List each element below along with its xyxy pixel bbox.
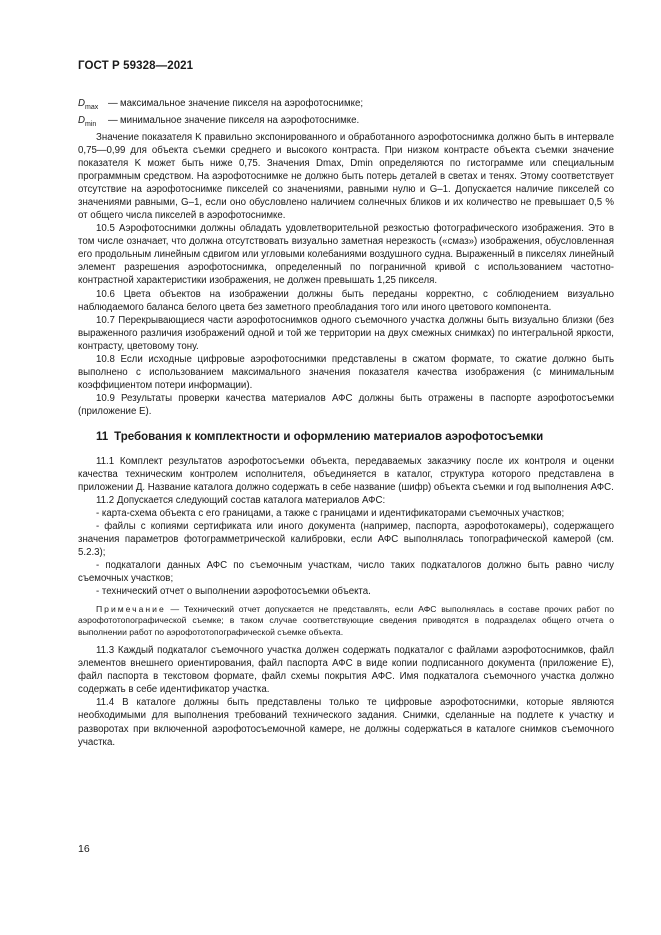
paragraph-11-3: 11.3 Каждый подкаталог съемочного участка должен содержать подкаталог с файлами аэрофотоснимков, файл элементов внешнего ориентирования, файл паспорта АФС в виде копии подписанного документа (приложение Е), файл паспорта в текстовом формате, файл схемы покрытия АФС. Имя подкаталога съемочного участка должно содержать в себе идентификатор участка. bbox=[78, 645, 614, 696]
paragraph-10-9: 10.9 Результаты проверки качества материалов АФС должны быть отражены в паспорте аэрофотосъемки (приложение Е). bbox=[78, 392, 614, 417]
paragraph-11-4: 11.4 В каталоге должны быть представлены только те цифровые аэрофотоснимки, которые являются необходимыми для выполнения требований технического задания. Снимки, сделанные на подлете к участку и разворотах при включенной аэрофотосъемочной камере, не должны содержаться в каталоге снимков съемочного участка. bbox=[78, 697, 614, 748]
paragraph-10-5: 10.5 Аэрофотоснимки должны обладать удовлетворительной резкостью фотографического изображения. Это в том числе означает, что должна отсутствовать визуально заметная нерезкость («смаз») изображения, обусловленная его продольным линейным сдвигом или угловыми колебаниями воздушного судна. Выраженный в пикселях линейный элемент разрешения аэрофотоснимка, определенный по пограничной кривой с использованием частотно-контрастной характеристики изображения, не должен превышать 1,25 пикселя. bbox=[78, 223, 614, 287]
definition-symbol: $D_{min}$ bbox=[78, 114, 97, 128]
definition-text: максимальное значение пикселя на аэрофотоснимке; bbox=[120, 98, 364, 109]
definition-symbol: $D_{max}$ bbox=[78, 98, 99, 111]
definition-dash: — bbox=[108, 114, 118, 126]
paragraph-11-2: 11.2 Допускается следующий состав каталога материалов АФС: bbox=[96, 494, 386, 506]
standard-header: ГОСТ Р 59328—2021 bbox=[78, 60, 194, 72]
page-number: 16 bbox=[78, 843, 90, 855]
list-item: - карта-схема объекта с его границами, а также с границами и идентификаторами съемочных участков; bbox=[96, 507, 565, 519]
definition-dash: — bbox=[108, 98, 118, 109]
paragraph-10-7: 10.7 Перекрывающиеся части аэрофотоснимков одного съемочного участка должны быть визуально близки (без выраженного различия изображений одной и той же территории на двух смежных снимках) по интегральной яркости, контрасту, цветовому тону. bbox=[78, 314, 614, 352]
definition-row bbox=[78, 97, 614, 114]
definition-row bbox=[78, 114, 614, 131]
definition-text: минимальное значение пикселя на аэрофотоснимке. bbox=[120, 114, 360, 126]
note-text: — Технический отчет допускается не представлять, если АФС выполнялась в составе прочих работ по аэрофототопографической съемке; в таком случае соответствующие сведения приводятся в подразделах общего отчета о выполнении работ по аэрофототопографической съемке объекта. bbox=[78, 604, 614, 637]
list-item: - файлы с копиями сертификата или иного документа (например, паспорта, аэрофотокамеры), содержащего значения параметров фотограмметрической калибровки, если АФС выполнялась топографической камерой (см. 5.2.3); bbox=[78, 520, 614, 558]
paragraph-10-8: 10.8 Если исходные цифровые аэрофотоснимки представлены в сжатом формате, то сжатие должно быть выполнено с использованием максимального значения показателя качества изображения (с минимальным коэффициентом потери информации). bbox=[78, 353, 614, 391]
list-item: - технический отчет о выполнении аэрофотосъемки объекта. bbox=[96, 585, 371, 597]
note-block bbox=[78, 604, 614, 638]
document-body bbox=[78, 97, 614, 749]
paragraph-10-6: 10.6 Цвета объектов на изображении должны быть переданы корректно, с соблюдением визуально наблюдаемого баланса белого цвета без заметного преобладания того или иного цветового компонента. bbox=[78, 288, 614, 313]
definitions-list bbox=[78, 97, 614, 131]
section-number: 11 bbox=[96, 431, 109, 443]
section-title-text: Требования к комплектности и оформлению материалов аэрофотосъемки bbox=[114, 431, 544, 443]
list-item: - подкаталоги данных АФС по съемочным участкам, число таких подкаталогов должно быть равно числу съемочных участков; bbox=[78, 559, 614, 584]
section-heading bbox=[96, 430, 614, 445]
paragraph-k-index: Значение показателя K правильно экспонированного и обработанного аэрофотоснимка должно быть в интервале 0,75—0,99 для объекта съемки среднего и высокого контраста. При низком контрасте объекта съемки значение показателя K может быть ниже 0,75. Значения Dmax, Dmin определяются по гистограмме или специальным программным средством. На аэрофотоснимке не должно быть потерь деталей в светах и тенях. Этому соответствует отсутствие на аэрофотоснимке пикселей со значениями, равными нулю и G–1. Допускается наличие пикселей со значениями равными, G–1, если оно обусловлено наличием солнечных бликов и их количество не превышает 0,5 % от общего числа пикселей в аэрофотоснимке. bbox=[78, 131, 614, 222]
note-label: Примечание bbox=[96, 604, 166, 615]
paragraph-11-1: 11.1 Комплект результатов аэрофотосъемки объекта, передаваемых заказчику после их контроля и оценки качества техническим контролем исполнителя, объединяется в каталог, структура которого представлена в приложении Д. Название каталога должно содержать в себе название (шифр) объекта съемки и год выполнения АФС. bbox=[78, 455, 614, 493]
